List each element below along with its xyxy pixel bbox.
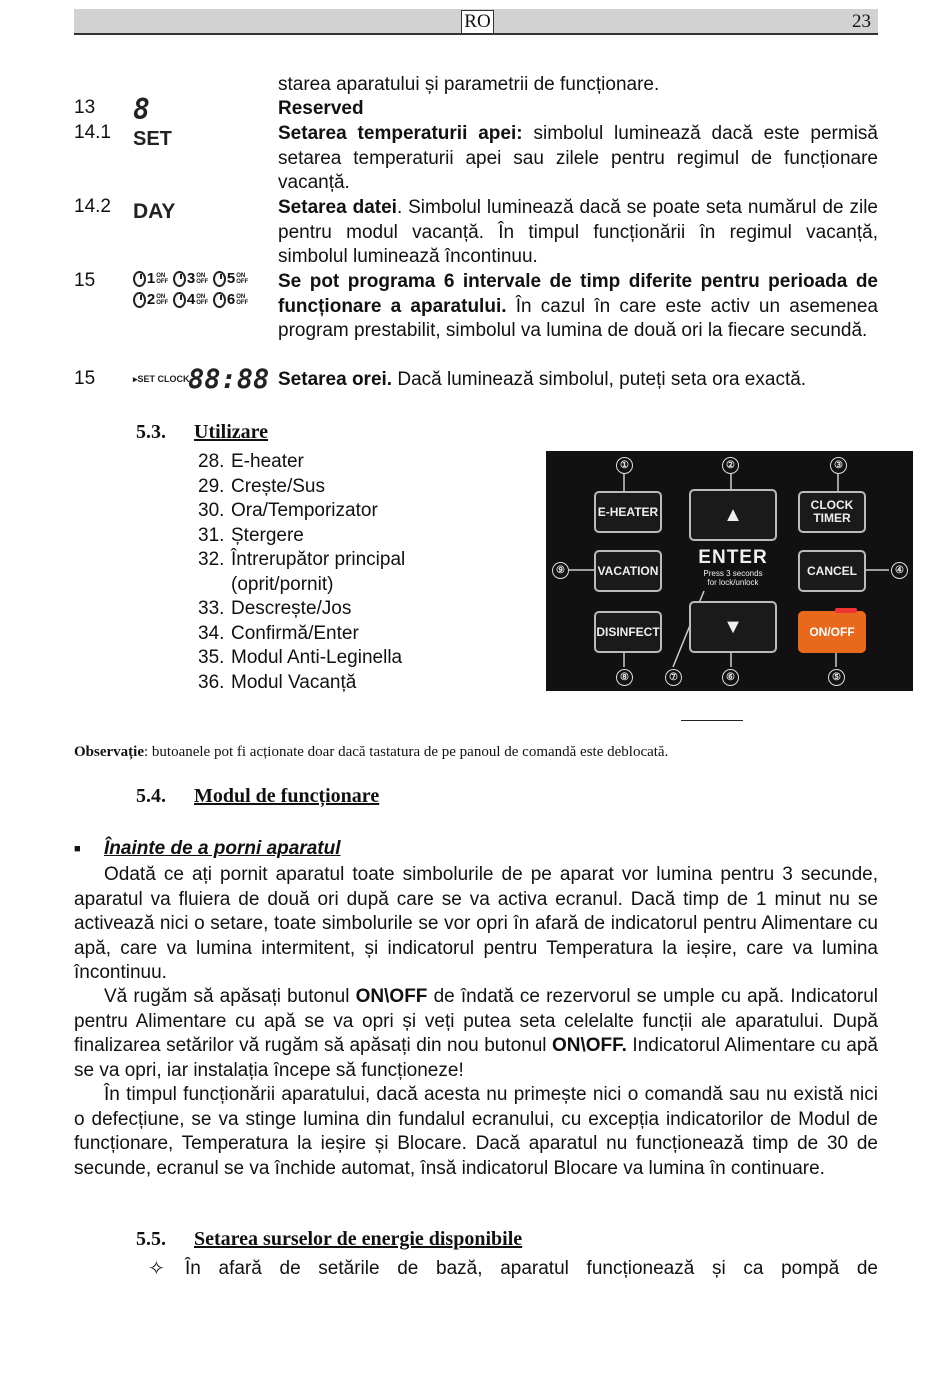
segment-digit-icon: 8	[133, 93, 150, 126]
list-item: 29. Crește/Sus	[198, 475, 325, 497]
list-item: 34. Confirmă/Enter	[198, 622, 359, 644]
section-heading-5-4: 5.4. Modul de funcționare	[136, 785, 380, 807]
set-icon: SET	[133, 128, 172, 150]
callout-6: ⑥	[722, 669, 739, 686]
legend-row-continuation: starea aparatului și parametrii de funcționare.	[278, 74, 660, 95]
timer-2-icon: 2 ON OFF	[133, 291, 173, 308]
clock-timer-button[interactable]: CLOCK TIMER	[798, 491, 866, 533]
legend-row-reserved: Reserved	[278, 98, 364, 119]
paragraph-2: Vă rugăm să apăsați butonul ON\OFF de îndată ce rezervorul se umple cu apă. Indicatorul pentru Alimentare cu apă se va opri și veți putea seta celelalte funcții ale aparatului. După finalizarea setărilor vă rugăm să apăsați din nou butonul ON\OFF. Indicatorul Alimentare cu apă se va opri, iar instalația începe să funcționeze!	[74, 986, 879, 1081]
list-item: 30. Ora/Temporizator	[198, 500, 378, 521]
callout-3: ③	[830, 457, 847, 474]
set-clock-icon: ▸SET CLOCK	[133, 374, 190, 384]
down-button[interactable]	[689, 601, 777, 653]
paragraph-1: Odată ce ați pornit aparatul toate simbolurile de pe aparat vor lumina pentru 3 secunde, aparatul va fluiera de două ori după care se va activa ecranul. Dacă timp de 1 minut nu se activează nici o setare, toate simbolurile se vor opri în afară de indicatorul pentru Alimentare cu apă, care va lumina intermitent, și indicatorul pentru Temperatura la ieșire, care va lumina încontinuu.	[74, 864, 878, 983]
up-arrow-icon: ▲	[723, 503, 743, 526]
enter-label: ENTER	[698, 547, 768, 568]
controls-list	[198, 450, 405, 695]
star-bullet-icon: ✧	[148, 1258, 165, 1280]
power-led	[835, 608, 857, 613]
list-item: 31. Ștergere	[198, 524, 304, 546]
timer-5-icon: 5 ON OFF	[213, 270, 253, 287]
callout-9: ⑨	[552, 562, 569, 579]
clock-digits-icon: 88:88	[188, 364, 270, 395]
control-panel-image	[546, 451, 913, 691]
e-heater-button[interactable]: E-HEATER	[594, 491, 662, 533]
legend-row-set: Setarea temperaturii apei: simbolul luminează dacă este permisă setarea temperaturii apei sau zilele pentru regimul de funcționare vacanță.	[278, 123, 878, 193]
callout-7: ⑦	[665, 669, 682, 686]
enter-hint-2: for lock/unlock	[707, 578, 759, 587]
callout-1: ①	[616, 457, 633, 474]
disinfect-button[interactable]: DISINFECT	[594, 611, 662, 653]
bullet-heading: ■ Înainte de a porni aparatul	[74, 838, 341, 859]
legend-num: 15	[74, 270, 96, 291]
list-item: 33. Descrește/Jos	[198, 598, 352, 619]
legend-row-timer: Se pot programa 6 intervale de timp diferite pentru perioada de funcționare a aparatului. În cazul în care este activ un asemenea program prestabilit, simbolul va lumina de două ori la fiecare secundă.	[278, 271, 878, 341]
list-item: (oprit/pornit)	[231, 573, 334, 595]
down-arrow-icon: ▼	[723, 615, 743, 638]
legend-row-day: Setarea datei. Simbolul luminează dacă se poate seta numărul de zile pentru modul vacanță. În timpul funcționării în regimul vacanță, simbolul luminează încontinuu.	[278, 197, 878, 267]
divider	[681, 720, 743, 721]
enter-hint-1: Press 3 seconds	[703, 569, 763, 578]
callout-5: ⑤	[828, 669, 845, 686]
timer-interval-icons	[133, 270, 253, 308]
cancel-button[interactable]: CANCEL	[798, 550, 866, 592]
day-icon: DAY	[133, 200, 176, 223]
legend-num: 14.2	[74, 196, 111, 217]
section-heading-5-3: 5.3. Utilizare	[136, 421, 269, 443]
timer-4-icon: 4 ON OFF	[173, 291, 213, 308]
legend-num: 15	[74, 368, 96, 389]
enter-button[interactable]	[689, 539, 777, 599]
observation-note: Observație: butoanele pot fi acționate doar dacă tastatura de pe panoul de comandă este deblocată.	[74, 744, 669, 760]
legend-row-set-clock: Setarea orei. Dacă luminează simbolul, puteți seta ora exactă.	[278, 369, 807, 390]
up-button[interactable]	[689, 489, 777, 541]
timer-6-icon: 6 ON OFF	[213, 291, 253, 308]
list-item: 32. Întrerupător principal	[198, 549, 406, 570]
list-item: 35. Modul Anti-Leginella	[198, 647, 403, 668]
callout-8: ⑧	[616, 669, 633, 686]
language-label: RO	[461, 10, 494, 34]
paragraph-3: În timpul funcționării aparatului, dacă acesta nu primește nici o comandă sau nu există nici o defecțiune, se va stinge lumina din fundalul ecranului, cu excepția indicatorilor de Modul de funcționare, Temperatura la ieșire și Blocare. Dacă aparatul nu funcționează timp de 30 de secunde, ecranul se va închide automat, însă indicatorul Blocare va lumina în continuare.	[74, 1084, 878, 1179]
square-bullet-icon: ■	[74, 842, 81, 855]
callout-2: ②	[722, 457, 739, 474]
legend-num: 14.1	[74, 122, 111, 143]
page-number: 23	[852, 11, 871, 32]
legend-num: 13	[74, 97, 96, 118]
paragraph-last: În afară de setările de bază, aparatul funcționează și ca pompă de	[185, 1258, 878, 1279]
callout-4: ④	[891, 562, 908, 579]
section-heading-5-5: 5.5. Setarea surselor de energie disponibile	[136, 1228, 523, 1250]
vacation-button[interactable]: VACATION	[594, 550, 662, 592]
on-off-button[interactable]: ON/OFF	[798, 611, 866, 653]
timer-1-icon: 1 ON OFF	[133, 270, 173, 287]
list-item: 28. E-heater	[198, 451, 304, 472]
list-item: 36. Modul Vacanță	[198, 671, 357, 693]
timer-3-icon: 3 ON OFF	[173, 270, 213, 287]
